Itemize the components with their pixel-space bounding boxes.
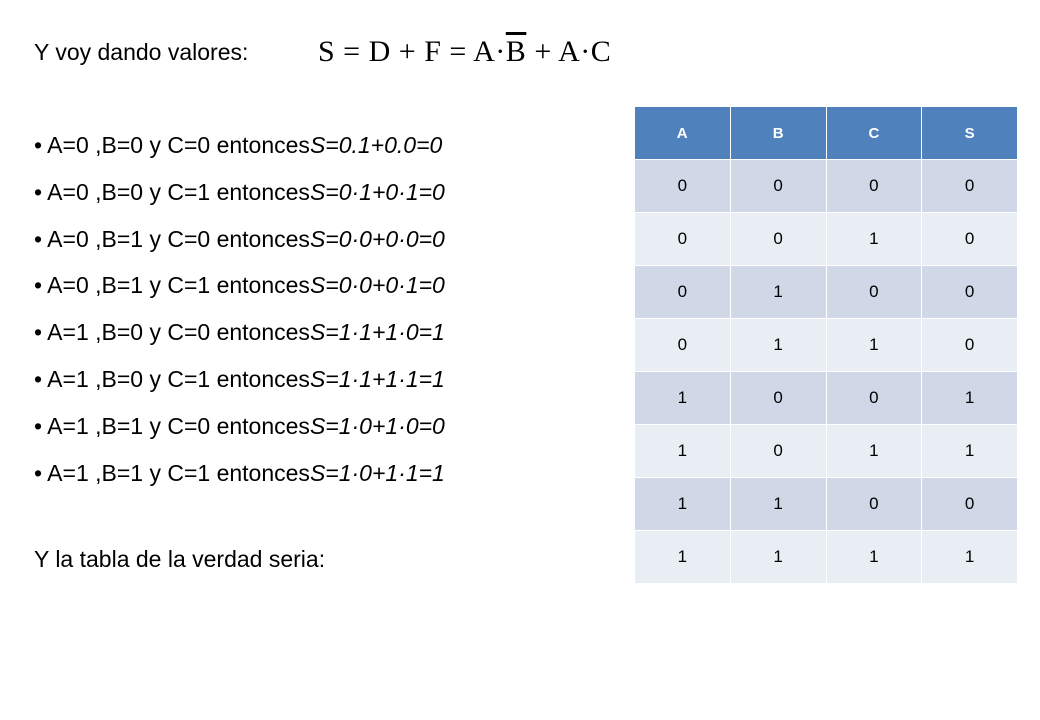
case-calculation: S=1·1+1·0=1 <box>309 319 445 346</box>
case-condition: • A=1 ,B=1 y C=1 entonces <box>34 459 310 486</box>
table-cell: 1 <box>922 531 1018 584</box>
table-cell: 0 <box>635 160 731 213</box>
case-item <box>34 178 445 225</box>
closing-text: Y la tabla de la verdad seria: <box>34 546 326 572</box>
table-cell: 1 <box>635 478 731 531</box>
table-cell: 0 <box>922 266 1018 319</box>
table-row <box>635 425 1018 478</box>
table-row <box>635 372 1018 425</box>
table-cell: 0 <box>730 425 826 478</box>
case-calculation: S=0·0+0·1=0 <box>309 272 445 299</box>
table-cell: 0 <box>826 266 922 319</box>
header-cell-a: A <box>635 107 731 160</box>
case-condition: • A=1 ,B=1 y C=0 entonces <box>34 412 310 439</box>
case-calculation: S=1·1+1·1=1 <box>309 365 445 392</box>
case-calculation: S=1·0+1·0=0 <box>309 412 445 439</box>
case-condition: • A=0 ,B=0 y C=1 entonces <box>34 178 310 205</box>
table-cell: 0 <box>826 160 922 213</box>
table-cell: 1 <box>730 531 826 584</box>
table-row <box>635 160 1018 213</box>
table-cell: 1 <box>922 425 1018 478</box>
table-cell: 1 <box>826 213 922 266</box>
table-cell: 0 <box>922 213 1018 266</box>
case-calculation: S=0.1+0.0=0 <box>309 132 443 158</box>
table-cell: 1 <box>826 531 922 584</box>
table-row <box>635 478 1018 531</box>
table-cell: 0 <box>730 213 826 266</box>
case-condition: • A=1 ,B=0 y C=1 entonces <box>34 365 310 392</box>
table-cell: 0 <box>826 372 922 425</box>
table-cell: 1 <box>730 319 826 372</box>
case-item <box>34 225 445 272</box>
table-row <box>635 319 1018 372</box>
table-row <box>635 531 1018 584</box>
truth-table-header-row <box>635 107 1018 160</box>
case-item <box>34 131 445 178</box>
case-condition: • A=1 ,B=0 y C=0 entonces <box>34 319 310 346</box>
case-calculation: S=0·0+0·0=0 <box>309 225 445 252</box>
formula-part-after: + A·C <box>526 35 612 68</box>
case-condition: • A=0 ,B=1 y C=1 entonces <box>34 272 310 299</box>
header-cell-b: B <box>730 107 826 160</box>
table-cell: 1 <box>635 372 731 425</box>
table-cell: 0 <box>635 266 731 319</box>
formula-part-before: S = D + F = A· <box>318 35 506 68</box>
table-cell: 0 <box>922 478 1018 531</box>
formula-negated-variable: $\overline{B}$ <box>505 35 527 68</box>
case-list <box>34 131 445 505</box>
case-item <box>34 318 445 365</box>
table-cell: 0 <box>730 372 826 425</box>
table-row <box>635 266 1018 319</box>
truth-table <box>634 107 1018 584</box>
case-item <box>34 271 445 318</box>
table-cell: 0 <box>922 319 1018 372</box>
table-cell: 1 <box>635 425 731 478</box>
table-cell: 0 <box>635 213 731 266</box>
boolean-formula <box>318 35 611 69</box>
header-cell-s: S <box>922 107 1018 160</box>
table-cell: 0 <box>730 160 826 213</box>
table-cell: 1 <box>826 319 922 372</box>
table-row <box>635 213 1018 266</box>
case-calculation: S=1·0+1·1=1 <box>309 459 445 486</box>
table-cell: 1 <box>730 478 826 531</box>
table-cell: 0 <box>826 478 922 531</box>
case-item <box>34 412 445 459</box>
case-condition: • A=0 ,B=1 y C=0 entonces <box>34 225 310 252</box>
case-condition: • A=0 ,B=0 y C=0 entonces <box>34 132 310 158</box>
table-cell: 0 <box>922 160 1018 213</box>
case-item <box>34 459 445 506</box>
header-cell-c: C <box>826 107 922 160</box>
case-item <box>34 365 445 412</box>
table-cell: 0 <box>635 319 731 372</box>
table-cell: 1 <box>730 266 826 319</box>
table-cell: 1 <box>922 372 1018 425</box>
table-cell: 1 <box>826 425 922 478</box>
case-calculation: S=0·1+0·1=0 <box>309 178 445 205</box>
heading-text: Y voy dando valores: <box>34 39 249 65</box>
table-cell: 1 <box>635 531 731 584</box>
